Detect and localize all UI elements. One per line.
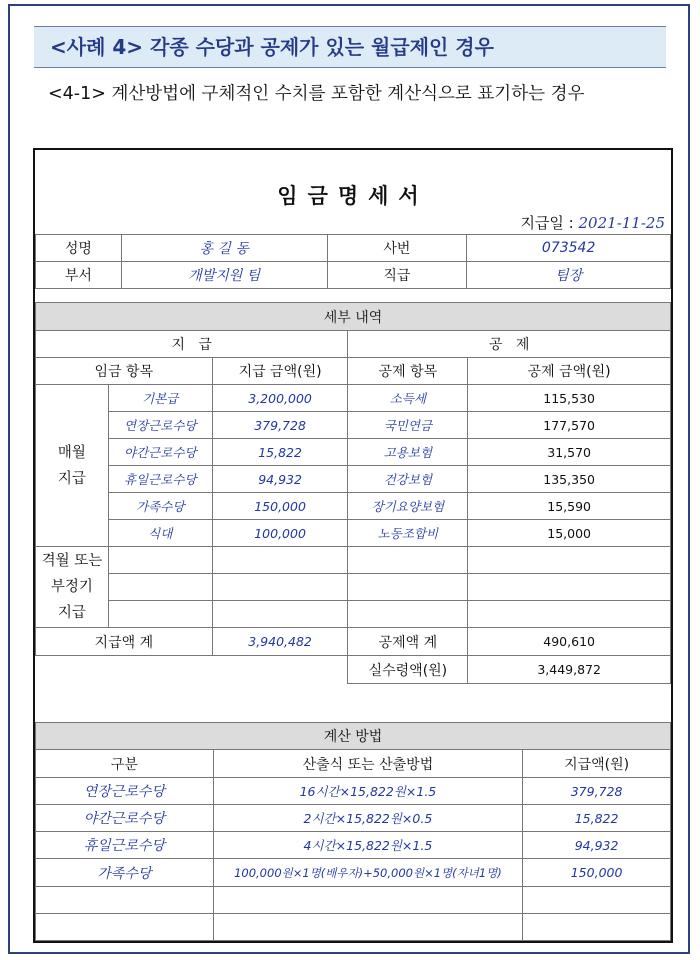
pay-amount: 3,200,000 (212, 385, 348, 412)
empty-cell (348, 547, 468, 574)
name-label: 성명 (36, 235, 122, 262)
method-category: 가족수당 (36, 859, 214, 887)
method-amount: 379,728 (523, 778, 671, 805)
deduct-total-label: 공제액 계 (348, 628, 468, 656)
deduct-amount: 135,350 (468, 466, 671, 493)
empty-cell (212, 574, 348, 601)
pay-item: 연장근로수당 (108, 412, 212, 439)
dept-label: 부서 (36, 262, 122, 289)
empty-cell (348, 574, 468, 601)
method-formula: 4시간×15,822원×1.5 (213, 832, 523, 859)
col-deduct-item: 공제 항목 (348, 358, 468, 385)
pay-total: 3,940,482 (212, 628, 348, 656)
empty-cell (36, 914, 214, 941)
deduct-item: 국민연금 (348, 412, 468, 439)
method-amount: 94,932 (523, 832, 671, 859)
department: 개발지원 팀 (121, 262, 327, 289)
employee-number: 073542 (467, 235, 671, 262)
monthly-pay-label (36, 385, 109, 547)
irregular-label-line2: 부정기 (50, 579, 93, 595)
deduct-item: 소득세 (348, 385, 468, 412)
case-title: <사례 4> 각종 수당과 공제가 있는 월급제인 경우 (34, 26, 666, 68)
deduct-item: 노동조합비 (348, 520, 468, 547)
pay-amount: 15,822 (212, 439, 348, 466)
monthly-label-line1: 매월 (57, 444, 86, 461)
statement-title: 임금명세서 (277, 183, 429, 208)
pay-total-label: 지급액 계 (36, 628, 213, 656)
deduct-item: 고용보험 (348, 439, 468, 466)
deduct-header: 공 제 (348, 331, 671, 358)
method-category: 휴일근로수당 (36, 832, 214, 859)
employee-info-table (35, 234, 671, 289)
col-deduct-amount: 공제 금액(원) (468, 358, 671, 385)
details-table (35, 302, 671, 684)
method-formula: 2시간×15,822원×0.5 (213, 805, 523, 832)
method-formula: 100,000원×1명(배우자)+50,000원×1명(자녀1명) (213, 859, 523, 887)
pay-amount: 94,932 (212, 466, 348, 493)
empty-cell (212, 601, 348, 628)
net-pay-amount: 3,449,872 (468, 656, 671, 684)
method-amount: 15,822 (523, 805, 671, 832)
method-section-title: 계산 방법 (36, 723, 671, 750)
method-category: 야간근로수당 (36, 805, 214, 832)
deduct-amount: 15,000 (468, 520, 671, 547)
pay-statement (33, 148, 673, 943)
pay-date-label: 지급일 : (520, 214, 574, 232)
irregular-label-line1: 격월 또는 (41, 553, 103, 569)
empty-cell (468, 601, 671, 628)
rank: 팀장 (467, 262, 671, 289)
empty-cell (213, 887, 523, 914)
irregular-pay-label (36, 547, 109, 628)
pay-date (520, 212, 665, 233)
pay-item: 야간근로수당 (108, 439, 212, 466)
col-amount: 지급액(원) (523, 750, 671, 778)
details-section-title: 세부 내역 (36, 303, 671, 331)
col-category: 구분 (36, 750, 214, 778)
empty-cell (213, 914, 523, 941)
deduct-item: 장기요양보험 (348, 493, 468, 520)
calc-method-table (35, 722, 671, 941)
empty-cell (36, 656, 348, 684)
empty-cell (348, 601, 468, 628)
empty-cell (108, 574, 212, 601)
method-category: 연장근로수당 (36, 778, 214, 805)
sub-title: <4-1> 계산방법에 구체적인 수치를 포함한 계산식으로 표기하는 경우 (48, 84, 585, 104)
pay-item: 기본급 (108, 385, 212, 412)
pay-item: 가족수당 (108, 493, 212, 520)
emp-no-label: 사번 (327, 235, 467, 262)
empty-cell (468, 574, 671, 601)
empty-cell (523, 887, 671, 914)
empty-cell (108, 601, 212, 628)
col-formula: 산출식 또는 산출방법 (213, 750, 523, 778)
pay-amount: 100,000 (212, 520, 348, 547)
pay-item: 식대 (108, 520, 212, 547)
col-pay-item: 임금 항목 (36, 358, 213, 385)
deduct-item: 건강보험 (348, 466, 468, 493)
net-pay-label: 실수령액(원) (348, 656, 468, 684)
irregular-label-line3: 지급 (57, 605, 86, 621)
pay-amount: 150,000 (212, 493, 348, 520)
empty-cell (523, 914, 671, 941)
monthly-label-line2: 지급 (57, 470, 86, 487)
employee-name: 홍 길 동 (121, 235, 327, 262)
pay-amount: 379,728 (212, 412, 348, 439)
deduct-amount: 115,530 (468, 385, 671, 412)
deduct-amount: 15,590 (468, 493, 671, 520)
empty-cell (468, 547, 671, 574)
deduct-total: 490,610 (468, 628, 671, 656)
empty-cell (108, 547, 212, 574)
method-formula: 16시간×15,822원×1.5 (213, 778, 523, 805)
pay-date-value: 2021-11-25 (578, 214, 665, 232)
deduct-amount: 31,570 (468, 439, 671, 466)
pay-item: 휴일근로수당 (108, 466, 212, 493)
method-amount: 150,000 (523, 859, 671, 887)
empty-cell (36, 887, 214, 914)
empty-cell (212, 547, 348, 574)
col-pay-amount: 지급 금액(원) (212, 358, 348, 385)
pay-header: 지 급 (36, 331, 348, 358)
deduct-amount: 177,570 (468, 412, 671, 439)
rank-label: 직급 (327, 262, 467, 289)
